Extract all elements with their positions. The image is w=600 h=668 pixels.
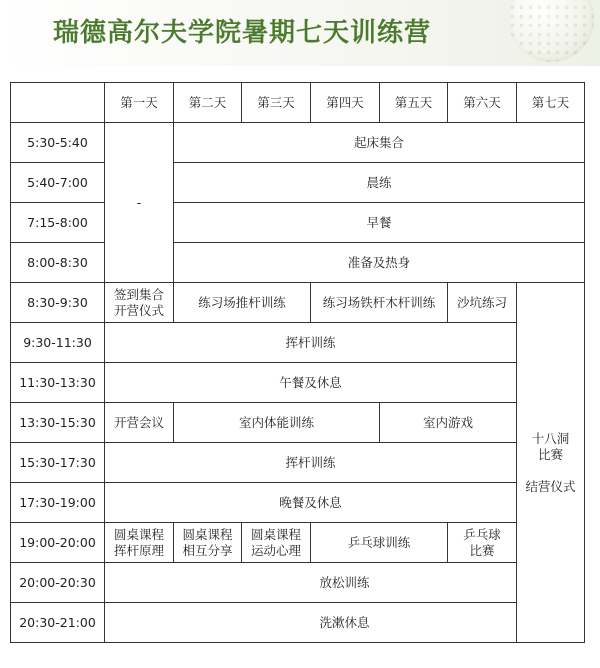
table-row bbox=[11, 243, 585, 283]
activity-cell: 沙坑练习 bbox=[448, 283, 517, 323]
activity-cell: 晨练 bbox=[174, 163, 585, 203]
page-header bbox=[0, 0, 600, 66]
activity-line: 圆桌课程 bbox=[182, 526, 233, 542]
activity-cell: 起床集合 bbox=[174, 123, 585, 163]
activity-cell bbox=[174, 523, 242, 563]
activity-cell: 练习场推杆训练 bbox=[174, 283, 311, 323]
schedule-table bbox=[10, 82, 585, 643]
table-row bbox=[11, 283, 585, 323]
table-row bbox=[11, 523, 585, 563]
header-row bbox=[11, 83, 585, 123]
table-row bbox=[11, 163, 585, 203]
activity-line: 挥杆原理 bbox=[113, 542, 164, 558]
time-cell: 20:30-21:00 bbox=[11, 603, 105, 643]
activity-cell bbox=[242, 523, 311, 563]
table-row bbox=[11, 203, 585, 243]
page-title: 瑞德高尔夫学院暑期七天训练营 bbox=[53, 18, 432, 48]
table-row bbox=[11, 443, 585, 483]
activity-cell: 早餐 bbox=[174, 203, 585, 243]
day-header: 第四天 bbox=[311, 83, 380, 123]
table-row bbox=[11, 403, 585, 443]
table-row bbox=[11, 483, 585, 523]
time-cell: 5:30-5:40 bbox=[11, 123, 105, 163]
activity-line: 相互分享 bbox=[182, 542, 233, 558]
activity-line: 比赛 bbox=[537, 446, 563, 462]
activity-line: 圆桌课程 bbox=[113, 526, 164, 542]
activity-line: 结营仪式 bbox=[525, 478, 576, 494]
activity-cell: 挥杆训练 bbox=[105, 443, 517, 483]
day1-early-cell: - bbox=[105, 123, 174, 283]
activity-cell: 午餐及休息 bbox=[105, 363, 517, 403]
activity-line: 十八洞 bbox=[531, 430, 570, 446]
activity-cell: 洗漱休息 bbox=[105, 603, 585, 643]
day-header: 第六天 bbox=[448, 83, 517, 123]
day-header: 第二天 bbox=[174, 83, 242, 123]
time-cell: 20:00-20:30 bbox=[11, 563, 105, 603]
activity-cell bbox=[448, 523, 517, 563]
activity-cell: 开营会议 bbox=[105, 403, 174, 443]
activity-cell: 晚餐及休息 bbox=[105, 483, 517, 523]
activity-cell: 室内体能训练 bbox=[174, 403, 380, 443]
day-header: 第五天 bbox=[380, 83, 448, 123]
table-row bbox=[11, 363, 585, 403]
corner-cell bbox=[11, 83, 105, 123]
time-cell: 5:40-7:00 bbox=[11, 163, 105, 203]
time-cell: 17:30-19:00 bbox=[11, 483, 105, 523]
time-cell: 11:30-13:30 bbox=[11, 363, 105, 403]
activity-line: 运动心理 bbox=[250, 542, 301, 558]
golf-ball-icon bbox=[508, 0, 594, 62]
activity-cell: 挥杆训练 bbox=[105, 323, 517, 363]
activity-cell bbox=[105, 523, 174, 563]
activity-cell: 准备及热身 bbox=[174, 243, 585, 283]
activity-line: 圆桌课程 bbox=[250, 526, 301, 542]
time-cell: 8:30-9:30 bbox=[11, 283, 105, 323]
time-cell: 7:15-8:00 bbox=[11, 203, 105, 243]
activity-cell: 室内游戏 bbox=[380, 403, 517, 443]
activity-line: 乒乓球 bbox=[463, 526, 501, 542]
table-row bbox=[11, 123, 585, 163]
day-header: 第一天 bbox=[105, 83, 174, 123]
activity-line: 比赛 bbox=[469, 542, 495, 558]
activity-line: 开营仪式 bbox=[113, 302, 164, 318]
table-row bbox=[11, 603, 585, 643]
activity-cell: 乒乓球训练 bbox=[311, 523, 448, 563]
activity-cell: 放松训练 bbox=[105, 563, 585, 603]
activity-cell: 练习场铁杆木杆训练 bbox=[311, 283, 448, 323]
activity-line: 签到集合 bbox=[113, 286, 164, 302]
time-cell: 9:30-11:30 bbox=[11, 323, 105, 363]
table-row bbox=[11, 563, 585, 603]
time-cell: 13:30-15:30 bbox=[11, 403, 105, 443]
table-row bbox=[11, 323, 585, 363]
activity-cell bbox=[105, 283, 174, 323]
day-header: 第三天 bbox=[242, 83, 311, 123]
time-cell: 15:30-17:30 bbox=[11, 443, 105, 483]
day-header: 第七天 bbox=[517, 83, 585, 123]
time-cell: 8:00-8:30 bbox=[11, 243, 105, 283]
time-cell: 19:00-20:00 bbox=[11, 523, 105, 563]
